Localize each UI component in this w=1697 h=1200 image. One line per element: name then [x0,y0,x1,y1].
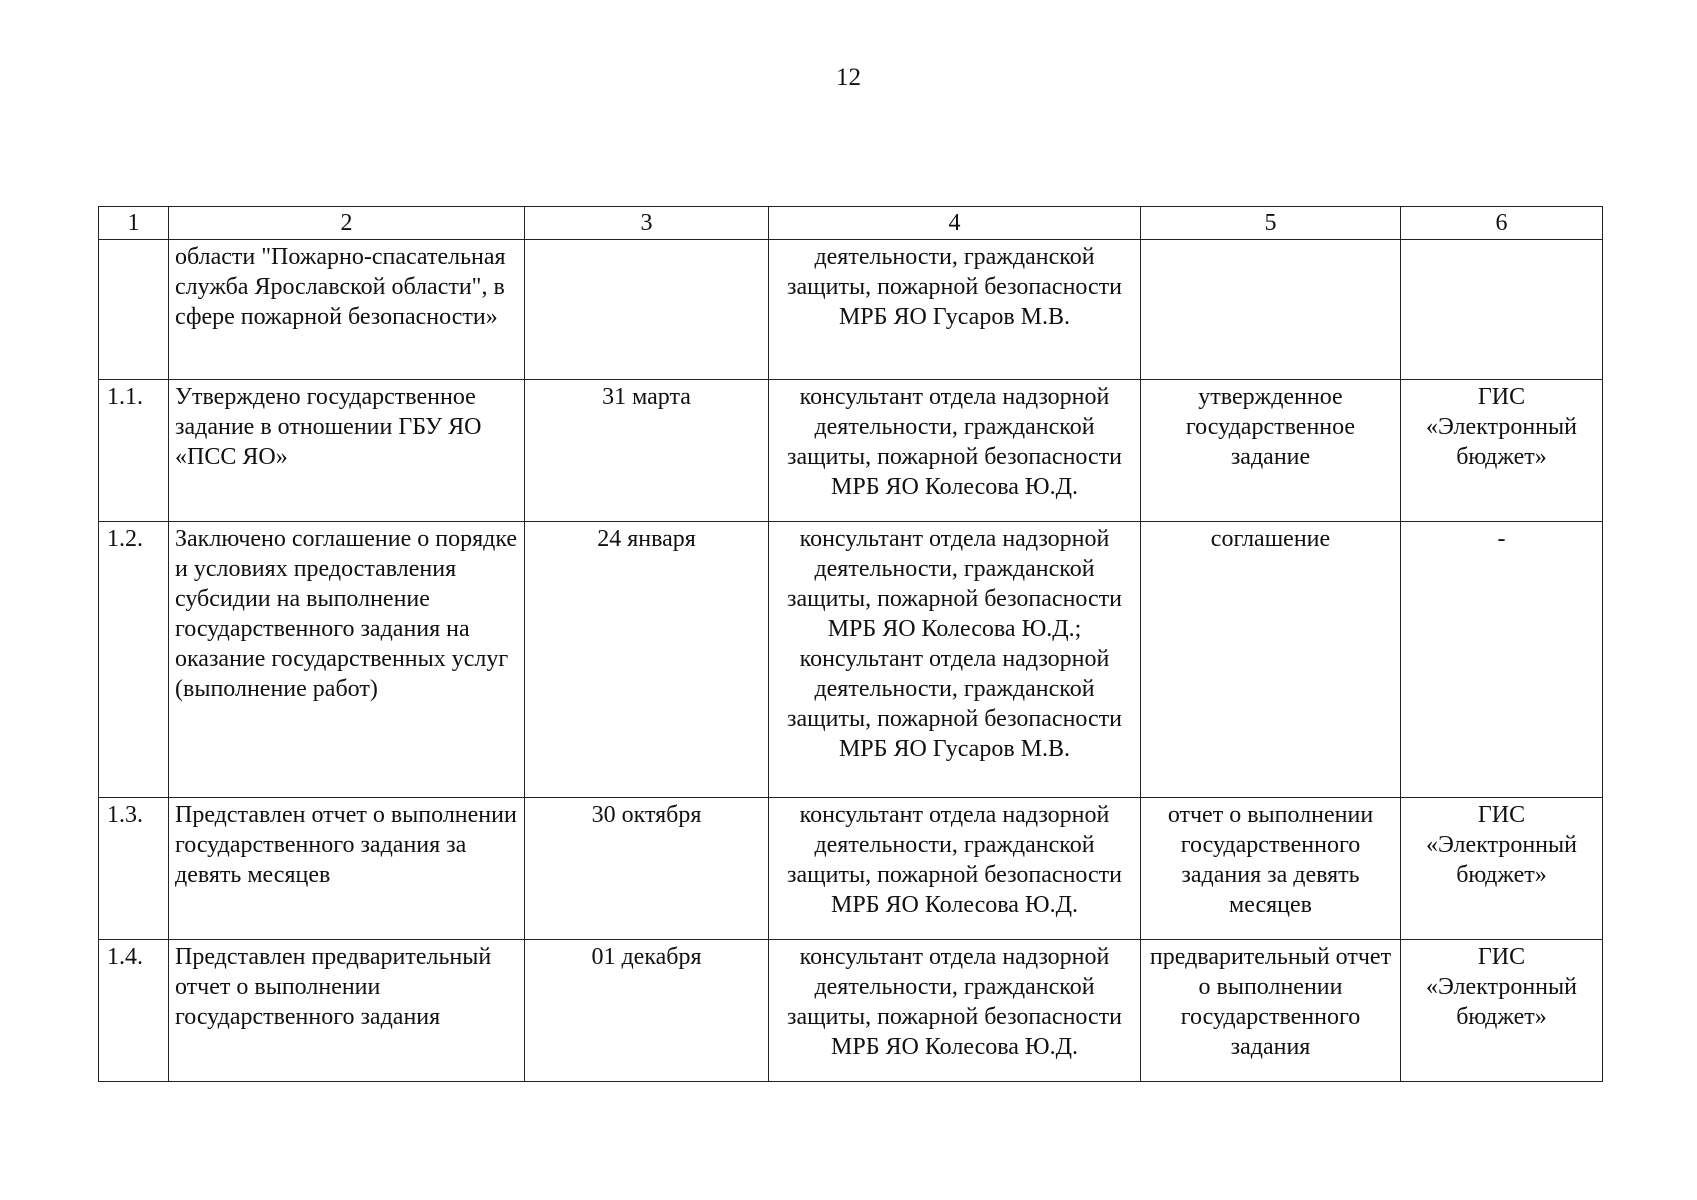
table-header-row [99,207,1603,240]
row-number [99,240,169,380]
table-row [99,940,1603,1082]
row-responsible: консультант отдела надзорной деятельности, гражданской защиты, пожарной безопасности МРБ ЯО Колесова Ю.Д. [769,798,1141,940]
row-result [1141,240,1401,380]
plan-table [98,206,1603,1082]
row-description: Представлен предварительный отчет о выполнении государственного задания [169,940,525,1082]
row-number: 1.1. [99,380,169,522]
row-description: Представлен отчет о выполнении государственного задания за девять месяцев [169,798,525,940]
row-system: ГИС «Электронный бюджет» [1401,798,1603,940]
row-responsible: консультант отдела надзорной деятельности, гражданской защиты, пожарной безопасности МРБ ЯО Колесова Ю.Д.; консультант отдела надзорной деятельности, гражданской защиты, пожарной безопасности МРБ ЯО Гусаров М.В. [769,522,1141,798]
column-header-3: 3 [525,207,769,240]
row-deadline: 01 декабря [525,940,769,1082]
table-row [99,240,1603,380]
row-responsible: консультант отдела надзорной деятельности, гражданской защиты, пожарной безопасности МРБ ЯО Колесова Ю.Д. [769,940,1141,1082]
row-description: области "Пожарно-спасательная служба Ярославской области", в сфере пожарной безопасности» [169,240,525,380]
table-row [99,380,1603,522]
row-system: ГИС «Электронный бюджет» [1401,940,1603,1082]
table-row [99,522,1603,798]
page-number: 12 [836,64,861,91]
row-number: 1.2. [99,522,169,798]
row-deadline: 30 октября [525,798,769,940]
column-header-4: 4 [769,207,1141,240]
table-row [99,798,1603,940]
column-header-6: 6 [1401,207,1603,240]
column-header-1: 1 [99,207,169,240]
row-number: 1.4. [99,940,169,1082]
row-system [1401,240,1603,380]
row-responsible: деятельности, гражданской защиты, пожарной безопасности МРБ ЯО Гусаров М.В. [769,240,1141,380]
row-deadline: 24 января [525,522,769,798]
column-header-2: 2 [169,207,525,240]
row-system: ГИС «Электронный бюджет» [1401,380,1603,522]
row-description: Утверждено государственное задание в отношении ГБУ ЯО «ПСС ЯО» [169,380,525,522]
column-header-5: 5 [1141,207,1401,240]
row-result: утвержденное государственное задание [1141,380,1401,522]
row-result: соглашение [1141,522,1401,798]
row-deadline: 31 марта [525,380,769,522]
row-result: отчет о выполнении государственного задания за девять месяцев [1141,798,1401,940]
row-number: 1.3. [99,798,169,940]
row-result: предварительный отчет о выполнении государственного задания [1141,940,1401,1082]
row-deadline [525,240,769,380]
row-responsible: консультант отдела надзорной деятельности, гражданской защиты, пожарной безопасности МРБ ЯО Колесова Ю.Д. [769,380,1141,522]
row-system: - [1401,522,1603,798]
row-description: Заключено соглашение о порядке и условиях предоставления субсидии на выполнение государственного задания на оказание государственных услуг (выполнение работ) [169,522,525,798]
